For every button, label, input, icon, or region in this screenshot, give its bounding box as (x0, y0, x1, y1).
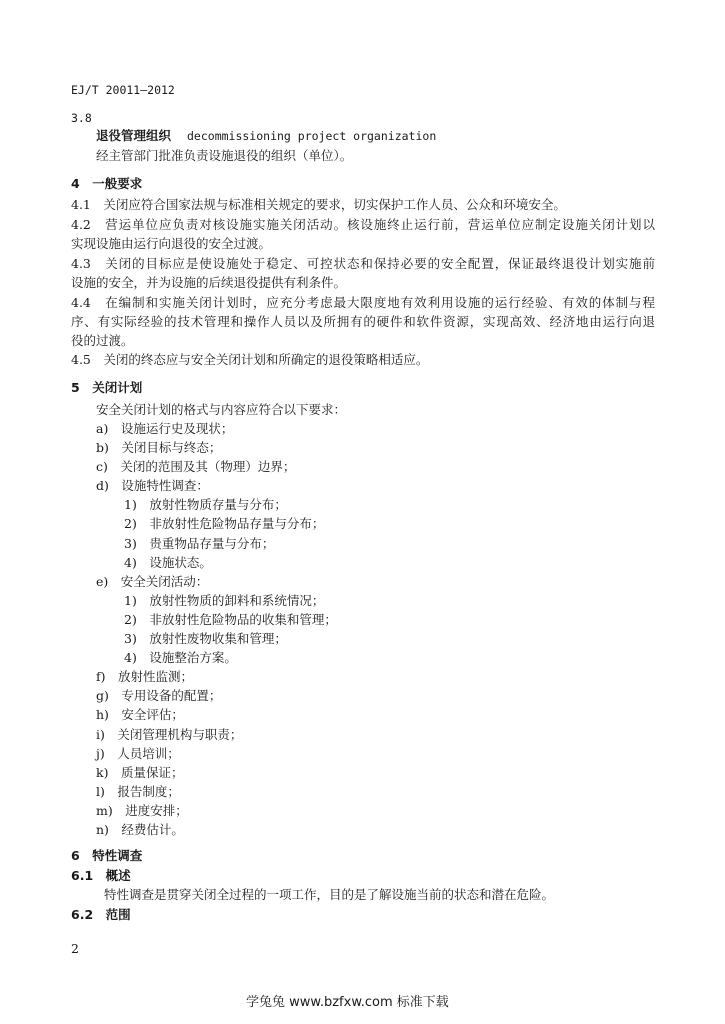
list-item-g: g) 专用设备的配置； (96, 688, 222, 703)
list-item-i: i) 关闭管理机构与职责； (96, 727, 243, 742)
list-item-d: d) 设施特性调查： (96, 478, 209, 493)
list-item-e4: 4) 设施整治方案。 (124, 650, 237, 665)
list-item-m: m) 进度安排； (96, 803, 188, 818)
list-item-d4: 4) 设施状态。 (124, 555, 212, 570)
list-item-a: a) 设施运行史及现状； (96, 421, 234, 436)
list-item-n: n) 经费估计。 (96, 822, 184, 837)
list-item-d1: 1) 放射性物质存量与分布； (124, 497, 287, 512)
list-item-e1: 1) 放射性物质的卸料和系统情况； (124, 593, 325, 608)
list-item-j: j) 人员培训； (96, 746, 180, 761)
clause-4-4-line3: 役的过渡。 (71, 333, 134, 348)
section-6-heading: 6 特性调查 (71, 848, 143, 863)
clause-3-8-definition: 经主管部门批准负责设施退役的组织（单位）。 (96, 148, 353, 163)
list-item-f: f) 放射性监测； (96, 669, 194, 684)
clause-4-3-line1: 4.3 关闭的目标应是使设施处于稳定、可控状态和保持必要的安全配置，保证最终退役计划实施前 (71, 256, 655, 271)
clause-3-8-term (96, 128, 436, 144)
term-english: decommissioning project organization (187, 129, 437, 143)
list-item-k: k) 质量保证； (96, 765, 184, 780)
clause-4-5: 4.5 关闭的终态应与安全关闭计划和所确定的退役策略相适应。 (71, 352, 429, 367)
list-item-d3: 3) 贵重物品存量与分布； (124, 536, 275, 551)
list-item-c: c) 关闭的范围及其（物理）边界； (96, 459, 296, 474)
watermark-footer: 学兔兔 www.bzfxw.com 标准下载 (246, 995, 449, 1010)
list-item-l: l) 报告制度； (96, 784, 180, 799)
clause-4-2-line2: 实现设施由运行向退役的安全过渡。 (71, 236, 272, 251)
clause-4-2-line1: 4.2 营运单位应负责对核设施实施关闭活动。核设施终止运行前，营运单位应制定设施关闭计划以 (71, 217, 655, 232)
clause-6-1-heading: 6.1 概述 (71, 868, 131, 883)
clause-4-4-line2: 序、有实际经验的技术管理和操作人员以及所拥有的硬件和软件资源，实现高效、经济地由运行向退 (71, 314, 655, 329)
page-number: 2 (71, 941, 79, 956)
list-item-e3: 3) 放射性废物收集和管理； (124, 631, 287, 646)
list-item-d2: 2) 非放射性危险物品存量与分布； (124, 516, 325, 531)
list-item-h: h) 安全评估； (96, 707, 184, 722)
standard-number: EJ/T 20011—2012 (71, 83, 175, 97)
clause-3-8-number: 3.8 (71, 111, 92, 125)
clause-4-4-line1: 4.4 在编制和实施关闭计划时，应充分考虑最大限度地有效利用设施的运行经验、有效的体制与程 (71, 295, 655, 310)
term-chinese: 退役管理组织 (96, 128, 172, 143)
list-item-b: b) 关闭目标与终态； (96, 440, 222, 455)
section-5-heading: 5 关闭计划 (71, 380, 143, 395)
section-5-intro: 安全关闭计划的格式与内容应符合以下要求： (96, 402, 347, 417)
list-item-e: e) 安全关闭活动： (96, 574, 209, 589)
clause-6-1-text: 特性调查是贯穿关闭全过程的一项工作，目的是了解设施当前的状态和潜在危险。 (104, 887, 555, 902)
clause-6-2-heading: 6.2 范围 (71, 907, 131, 922)
clause-4-1: 4.1 关闭应符合国家法规与标准相关规定的要求，切实保护工作人员、公众和环境安全。 (71, 197, 566, 212)
clause-4-3-line2: 设施的安全，并为设施的后续退役提供有利条件。 (71, 275, 347, 290)
section-4-heading: 4 一般要求 (71, 176, 143, 191)
list-item-e2: 2) 非放射性危险物品的收集和管理； (124, 612, 337, 627)
